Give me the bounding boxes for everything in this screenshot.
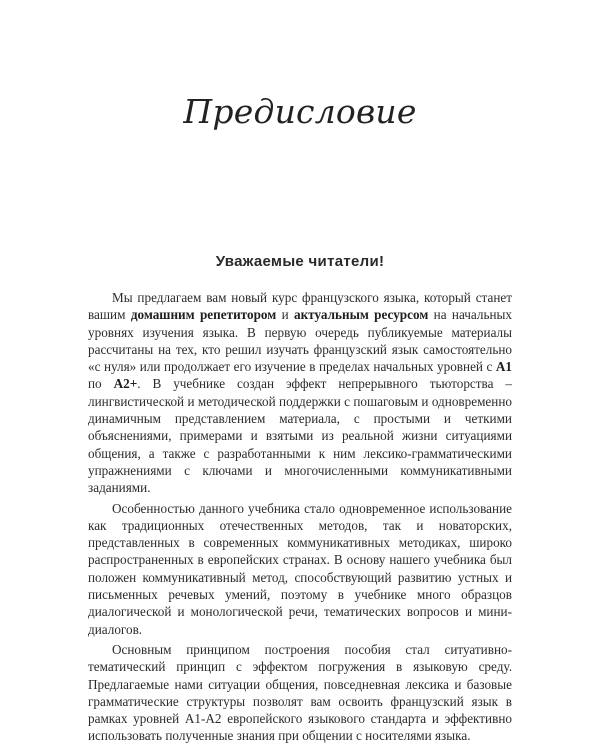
page-title: Предисловие [183,92,417,131]
body-text [88,289,512,748]
paragraph-2: Особенностью данного учебника стало одновременное использование как традиционных отечественных методов, так и новаторских, представленных в современных коммуникативных методиках, широко распространенных в европейских странах. В основу нашего учебника был положен коммуникативный метод, способствующий развитию устных и письменных речевых умений, поэтому в учебнике много образцов диалогической и монологической речи, тематических вопросов и мини-диалогов. [88,500,512,637]
p1-text-i: . В учебнике создан эффект непрерывного тьюторства – лингвистической и методической поддержки с пошаговым и одновременно динамичным представлением материала, с простыми и четкими объяснениями, примерами и взятыми из реальной жизни ситуациями общения, а также с разработанными к ним лексико-грамматическими упражнениями с ключами и многочисленными коммуникативными заданиями. [88,376,512,496]
paragraph-1 [88,289,512,497]
p1-text-e: на начальных уровнях изучения языка. В первую очередь публикуемые материалы рассчитаны на тех, кто решил изучать французский язык самостоятельно «с нуля» или продолжает его изучение в пределах начальных уровней с [88,307,512,375]
p1-text-g: по [88,376,114,392]
p1-bold-level-a1: A1 [495,359,512,375]
p1-bold-level-a2plus: A2+ [113,376,138,392]
p1-bold-actual-resource: актуальным ресурсом [293,307,429,323]
p1-bold-home-tutor: домашним репетитором [130,307,277,323]
paragraph-3: Основным принципом построения пособия стал ситуативно-тематический принцип с эффектом погружения в языковую среду. Предлагаемые нами ситуации общения, повседневная лексика и базовые грамматические структуры позволят вам освоить французский язык в рамках уровней A1-A2 европейского языкового стандарта и эффективно использовать полученные знания при общении с носителями языка. [88,641,512,744]
p1-text-c: и [276,307,294,323]
p1-text-a: Мы предлагаем вам новый курс французского языка, который станет вашим [88,290,512,323]
greeting-heading: Уважаемые читатели! [215,253,385,270]
